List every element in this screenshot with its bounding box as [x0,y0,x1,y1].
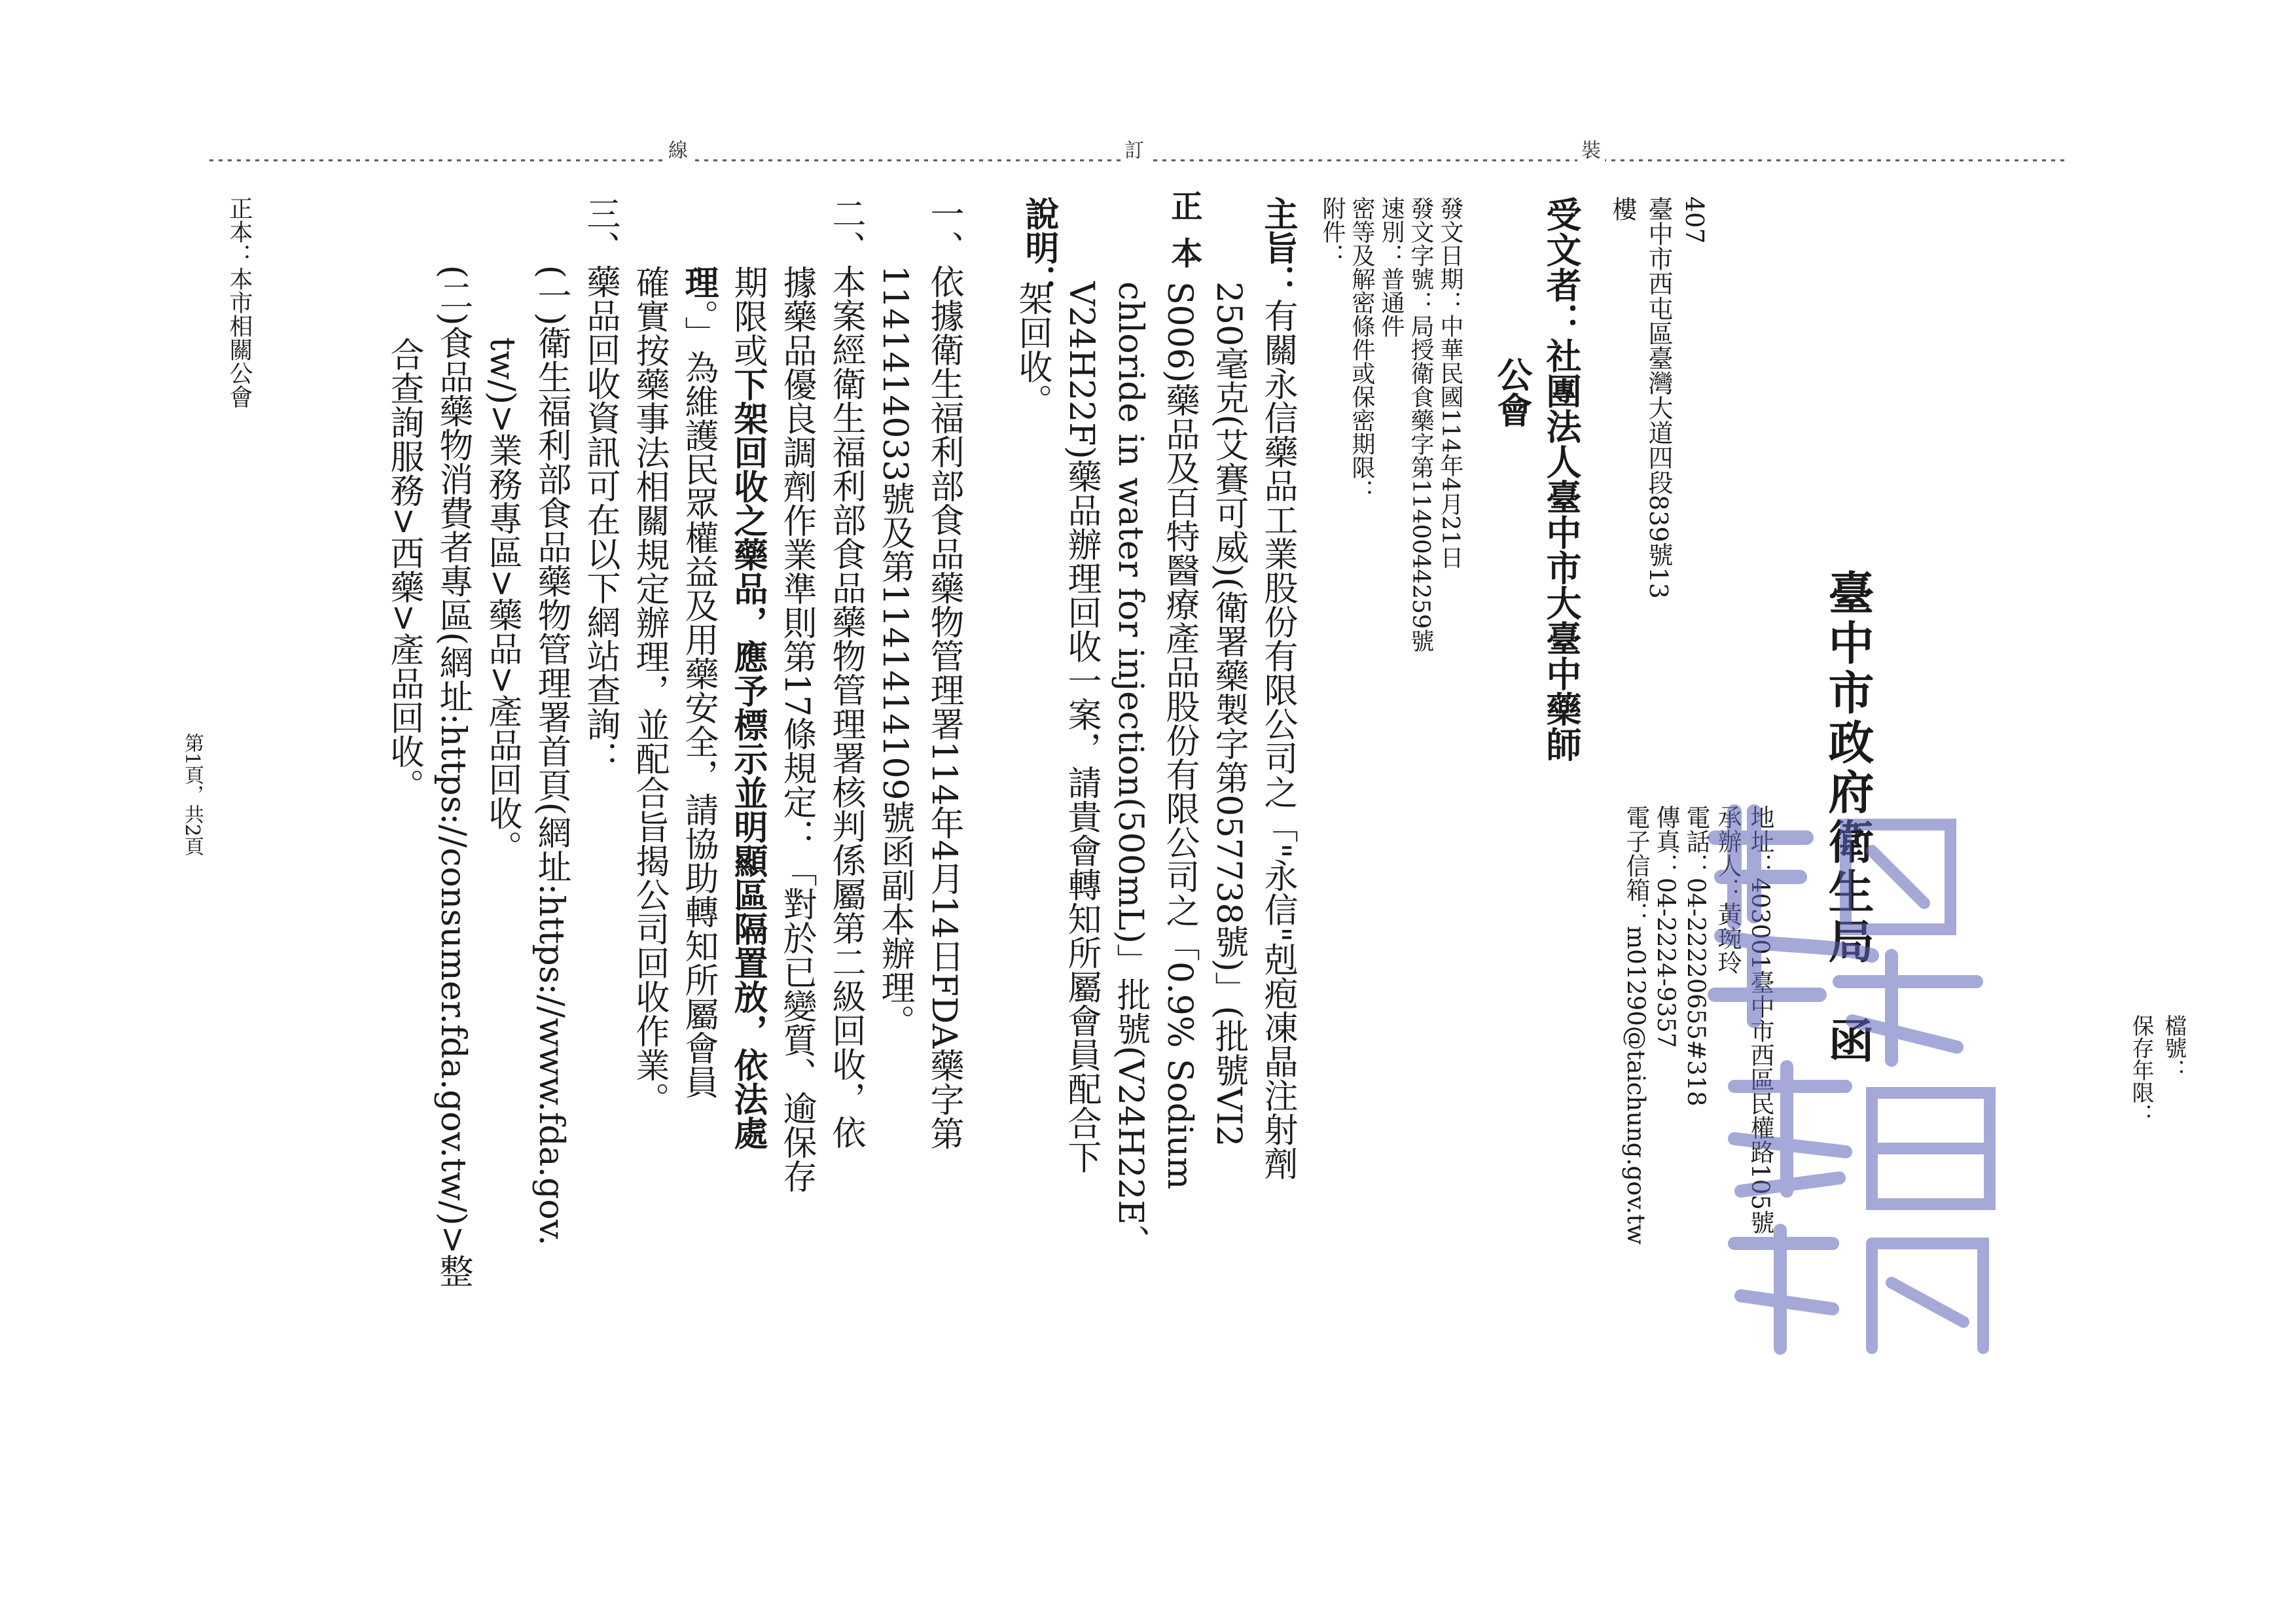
explanation-item2-line2: 據藥品優良調劑作業準則第17條規定：「對於已變質、逾保存 [777,265,816,1194]
explanation-item1-line1: 一、依據衛生福利部食品藥物管理署114年4月14日FDA藥字第 [924,196,963,1150]
subject-line6: 架回收。 [1013,281,1052,418]
recipient-name: 社團法人臺中市大臺中藥師 [1541,338,1583,762]
delivery-speed: 速別：普通件 [1378,196,1405,338]
recipient-line2: 公會 [1492,357,1534,427]
item2-line4-plain: 。」為維護民眾權益及用藥安全，請協助轉知所屬會員 [679,299,718,1099]
explanation-item3-line1: 三、藥品回收資訊可在以下網站查詢： [581,196,620,775]
binding-label-zhuang: 裝 [1577,134,1605,163]
explanation-item2-line5: 確實按藥事法相關規定辦理，並配合旨揭公司回收作業。 [630,265,669,1116]
item2-line4-bold: 理 [679,265,719,299]
sender-handler: 承辦人：黃琬玲 [1713,805,1742,974]
security-level: 密等及解密條件或保密期限： [1348,196,1375,503]
subject-line5: V24H22F)藥品辦理回收一案，請貴會轉知所屬會員配合下 [1062,281,1101,1174]
item2-line3-bold: 下架回收之藥品，應予標示並明顯區隔置放，依法處 [728,367,768,1150]
explanation-item3-sub1-line2: tw/)>業務專區>藥品>產品回收。 [482,337,522,865]
file-number-label: 檔號： [2161,1014,2187,1081]
issue-date: 發文日期：中華民國114年4月21日 [1437,196,1463,569]
cc-recipients: 正本：本市相關公會 [226,196,253,408]
subject-line2: 250毫克(艾賽可威)(衛署藥製字第057738號)」(批號VI2 [1209,281,1248,1147]
binding-label-xian: 線 [664,134,692,163]
sender-fax: 傳真：04-2224-9357 [1652,805,1680,1048]
recipient-label: 受文者： [1541,196,1583,338]
subject-text: 有關永信藥品工業股份有限公司之「"永信"剋疱凍晶注射劑 [1258,298,1297,1181]
item2-line3-plain: 期限或 [728,265,767,367]
page-number: 第1頁，共2頁 [181,733,204,857]
subject-line1 [1258,196,1298,1181]
recipient-postcode: 407 [1680,196,1709,244]
attachment-label: 附件： [1319,196,1346,267]
copy-label: 正本 [1166,190,1202,284]
explanation-label: 說明： [1019,196,1059,298]
explanation-item2-line1: 二、本案經衛生福利部食品藥物管理署核判係屬第二級回收，依 [826,196,865,1149]
explanation-item2-line3 [728,265,768,1150]
retention-period-label: 保存年限： [2128,1014,2154,1126]
subject-line4: chloride in water for injection(500mL)」批號(V24H22E、 [1111,281,1150,1259]
recipient-address-line1: 臺中市西屯區臺灣大道四段839號13 [1644,196,1673,599]
sender-phone: 電話：04-22220655#318 [1682,805,1710,1107]
sender-address: 地址：403001臺中市西區民權路105號 [1746,805,1774,1234]
agency-title: 臺中市政府衛生局 函 [1821,569,1875,1067]
binding-label-ding: 訂 [1121,134,1148,163]
sender-email: 電子信箱：m01290@taichung.gov.tw [1622,805,1650,1245]
explanation-item1-line2: 1141414033號及第1141414109號函副本辦理。 [875,265,914,1039]
recipient-line1 [1541,196,1583,762]
subject-line3: S006)藥品及百特醫療產品股份有限公司之「0.9% Sodium [1160,281,1199,1190]
explanation-item3-sub1-line1: (一)衛生福利部食品藥物管理署首頁(網址:https://www.fda.gov. [531,265,571,1246]
recipient-address-line2: 樓 [1608,196,1637,221]
official-seal-stamp [1676,785,2042,1374]
issue-number: 發文字號：局授衛食藥字第1140044259號 [1407,196,1434,653]
explanation-item3-sub2-line2: 合查詢服務>西藥>產品回收。 [384,337,423,803]
explanation-item3-sub2-line1: (二)食品藥物消費者專區(網址:https://consumer.fda.gov.tw/)>整 [433,265,473,1289]
explanation-item2-line4 [679,265,719,1099]
subject-label: 主旨： [1258,196,1298,298]
